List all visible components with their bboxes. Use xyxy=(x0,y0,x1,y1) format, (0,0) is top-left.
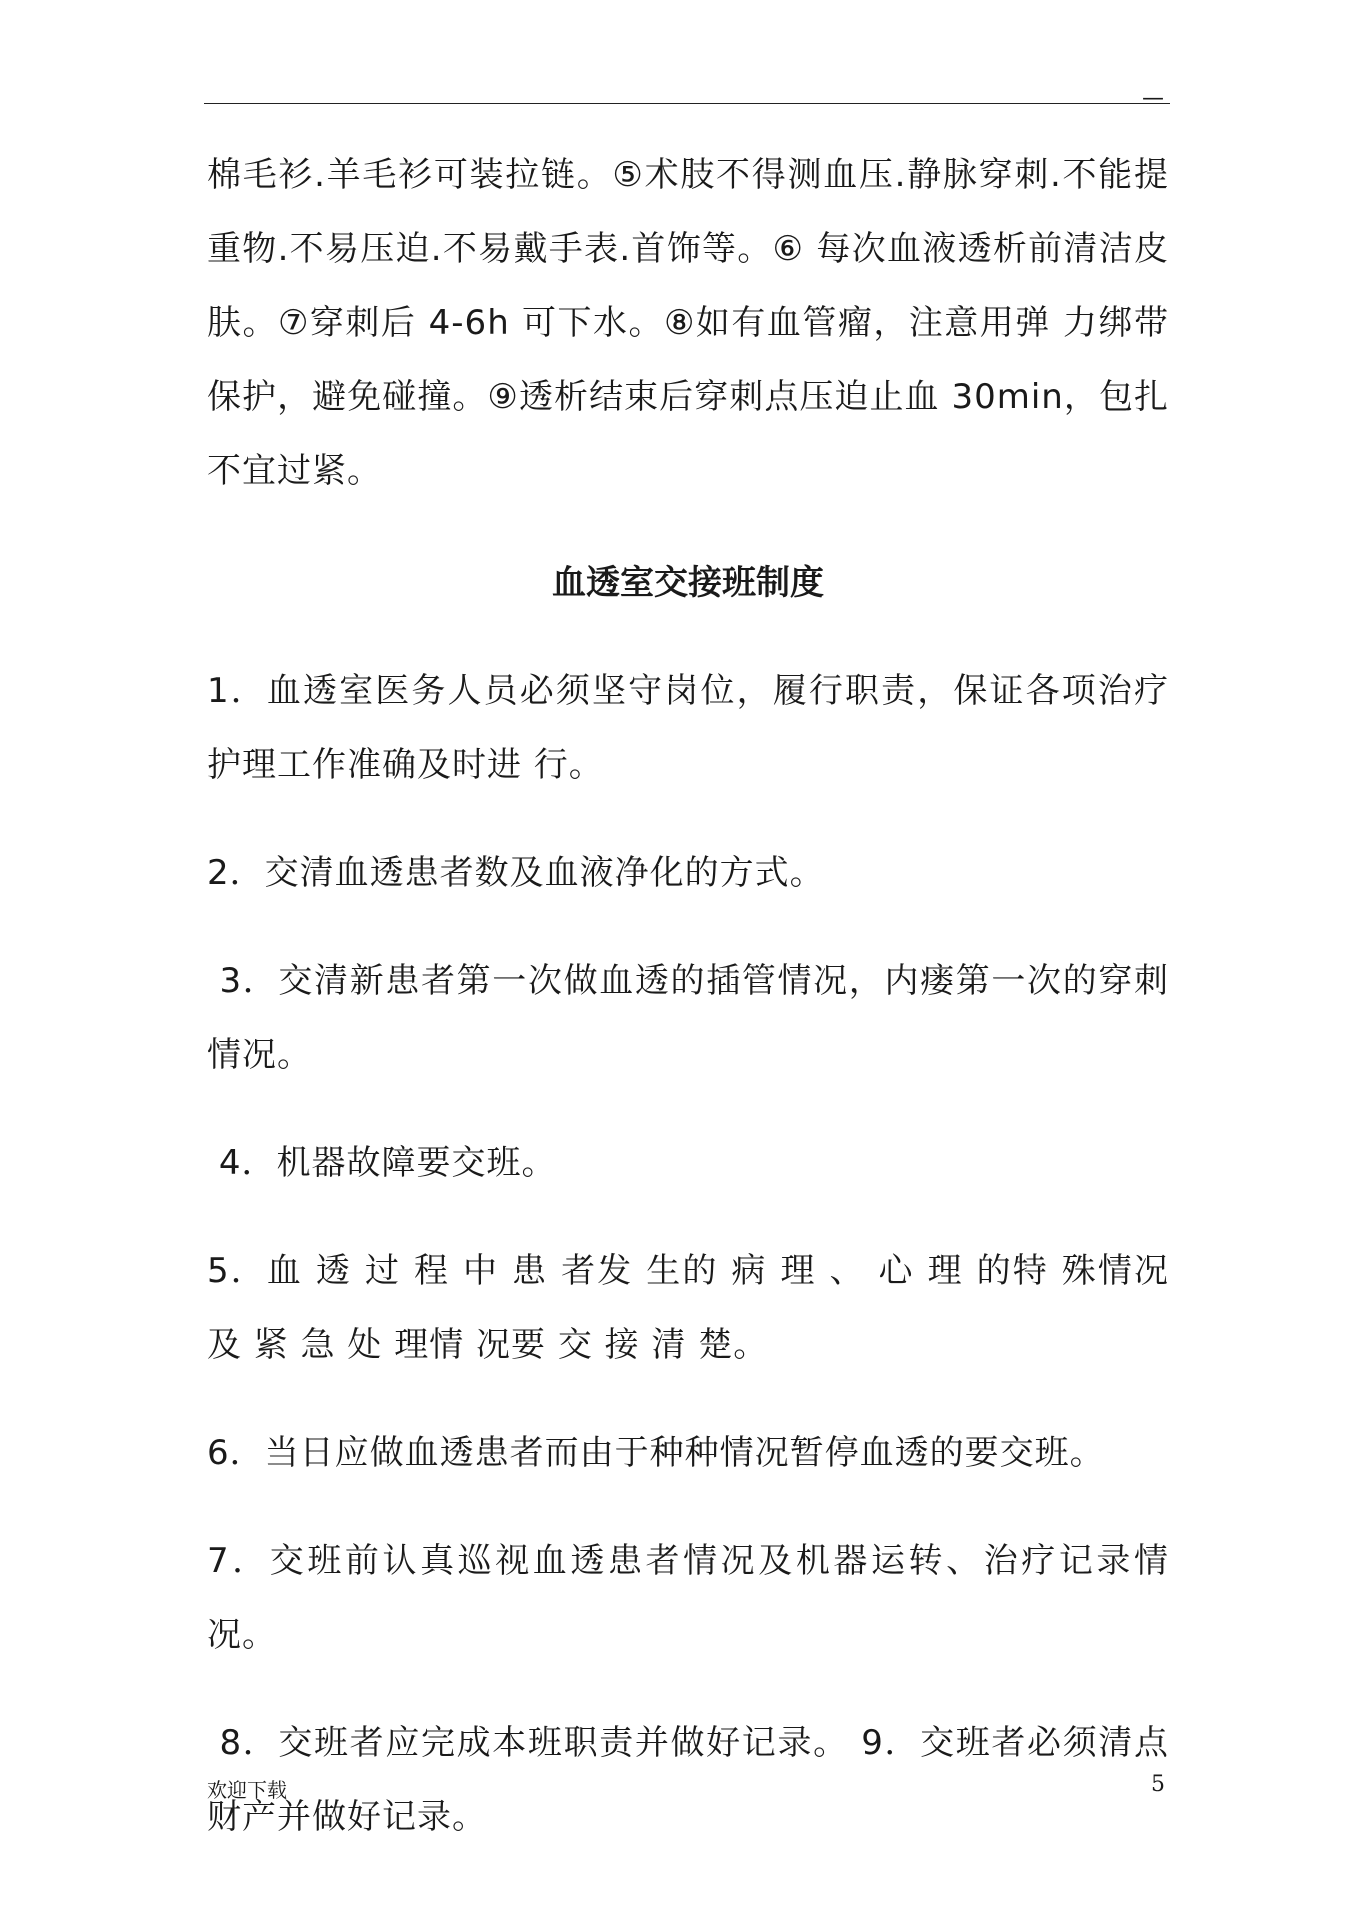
list-item-3: 3．交清新患者第一次做血透的插管情况，内瘘第一次的穿刺情况。 xyxy=(207,961,1169,1075)
document-body xyxy=(207,138,1181,1854)
page-number: 5 xyxy=(1151,1772,1165,1797)
list-item-5: 5．血 透 过 程 中 患 者发 生的 病 理 、 心 理 的特 殊情况 及 紧 急 处 理情 况要 交 接 清 楚。 xyxy=(207,1251,1181,1365)
list-item-8: 8．交班者应完成本班职责并做好记录。 9．交班者必须清点财产并做好记录。 xyxy=(207,1723,1170,1837)
list-item-2: 2．交清血透患者数及血液净化的方式。 xyxy=(207,853,825,893)
intro-paragraph: 棉毛衫.羊毛衫可装拉链。⑤术肢不得测血压.静脉穿刺.不能提重物.不易压迫.不易戴手表.首饰等。⑥ 每次血液透析前清洁皮肤。⑦穿刺后 4-6h 可下水。⑧如有血管瘤，注意用弹 力绑带保护，避免碰撞。⑨透析结束后穿刺点压迫止血 30min，包扎不宜过紧。 xyxy=(207,155,1169,491)
header-mark: — xyxy=(1142,86,1164,111)
footer-text: 欢迎下载 xyxy=(207,1778,287,1802)
section-title: 血透室交接班制度 xyxy=(552,563,824,603)
list-item-7: 7．交班前认真巡视血透患者情况及机器运转、治疗记录情况。 xyxy=(207,1541,1169,1655)
list-item-6: 6．当日应做血透患者而由于种种情况暂停血透的要交班。 xyxy=(207,1433,1105,1473)
list-item-4: 4．机器故障要交班。 xyxy=(207,1143,557,1183)
list-item-1: 1．血透室医务人员必须坚守岗位，履行职责，保证各项治疗护理工作准确及时进 行。 xyxy=(207,671,1169,785)
header-rule xyxy=(204,103,1170,104)
